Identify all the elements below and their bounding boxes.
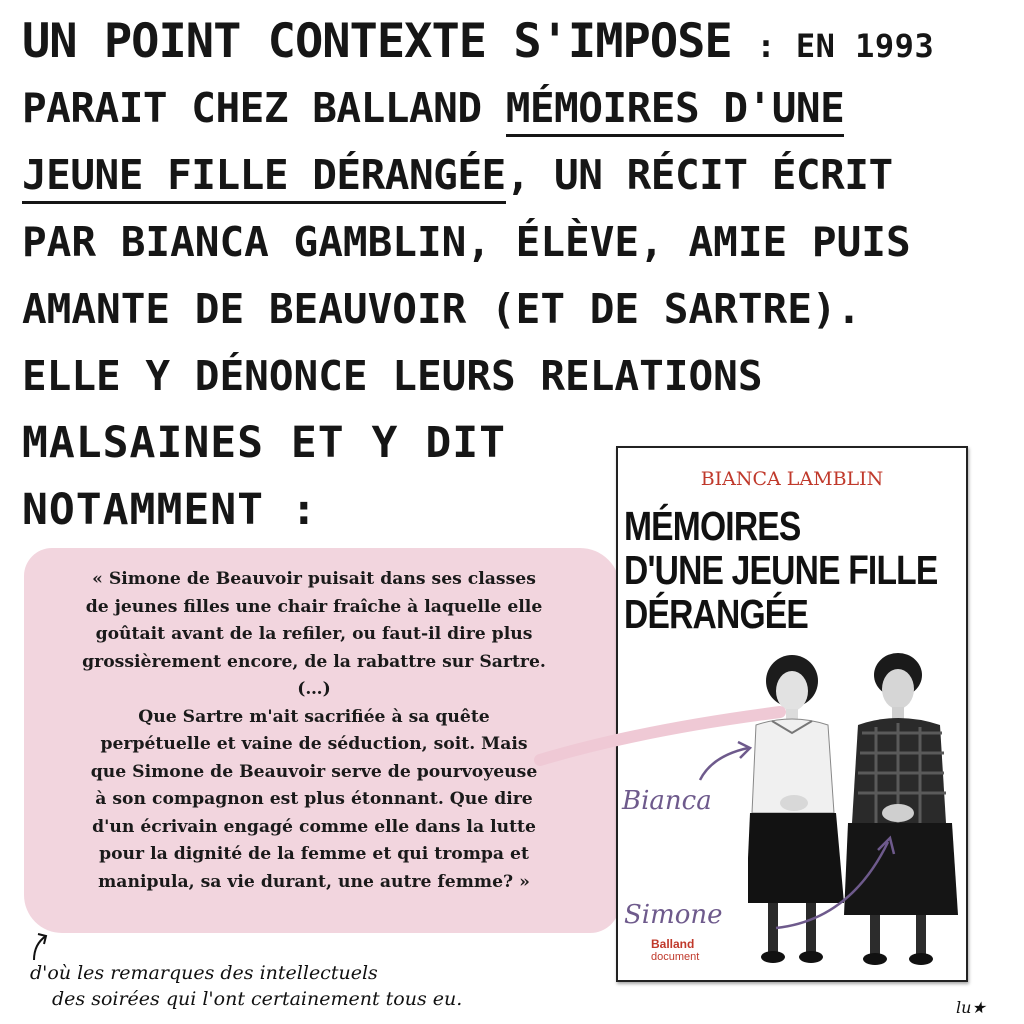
label-bianca: Bianca bbox=[622, 786, 712, 816]
handwritten-note bbox=[30, 960, 462, 1012]
bianca-face bbox=[776, 671, 808, 711]
book-title-underlined-2: JEUNE FILLE DÉRANGÉE bbox=[22, 151, 506, 204]
publisher-logo bbox=[651, 938, 699, 964]
simone-face bbox=[882, 669, 914, 709]
heading-line-5: AMANTE DE BEAUVOIR (ET DE SARTRE). bbox=[22, 285, 862, 333]
label-simone: Simone bbox=[624, 900, 723, 930]
heading-date: : EN 1993 bbox=[756, 27, 935, 65]
heading-line-4: PAR BIANCA GAMBLIN, ÉLÈVE, AMIE PUIS bbox=[22, 218, 911, 266]
heading-line-3 bbox=[22, 142, 1012, 209]
book-title-line: DÉRANGÉE bbox=[624, 591, 808, 637]
quote-line: pour la dignité de la femme et qui trompa et bbox=[99, 844, 529, 864]
quote-line: Que Sartre m'ait sacrifiée à sa quête bbox=[138, 706, 490, 727]
quote-line: goûtait avant de la refiler, ou faut-il dire plus bbox=[95, 624, 533, 644]
author-signature: lu★ bbox=[956, 998, 986, 1017]
book-title bbox=[624, 503, 938, 637]
heading-line-8: NOTAMMENT : bbox=[22, 485, 318, 535]
quote-line: « Simone de Beauvoir puisait dans ses classes bbox=[92, 569, 536, 589]
quote-ellipsis: (…) bbox=[297, 679, 331, 699]
note-line-1: d'où les remarques des intellectuels bbox=[30, 962, 378, 984]
publisher-sub: document bbox=[651, 951, 700, 963]
heading-emphasis: UN POINT CONTEXTE S'IMPOSE bbox=[22, 14, 732, 69]
publisher-name: Balland bbox=[651, 937, 695, 951]
quote-line: grossièrement encore, de la rabattre sur Sartre. bbox=[82, 651, 546, 672]
heading-publisher-text: PARAIT CHEZ BALLAND bbox=[22, 84, 482, 132]
heading-line-1 bbox=[22, 8, 1012, 75]
simone-skirt bbox=[844, 823, 958, 915]
quote-line: à son compagnon est plus étonnant. Que dire bbox=[95, 789, 533, 809]
quote-line: d'un écrivain engagé comme elle dans la lutte bbox=[92, 816, 536, 837]
note-arrow-icon bbox=[34, 936, 46, 960]
quote-line: de jeunes filles une chair fraîche à laquelle elle bbox=[85, 596, 543, 617]
heading-line-2 bbox=[22, 75, 1012, 142]
quote-block bbox=[36, 566, 592, 896]
cover-photo-two-women bbox=[748, 653, 960, 979]
book-author: BIANCA LAMBLIN bbox=[700, 468, 884, 490]
heading-line-7: MALSAINES ET Y DIT bbox=[22, 418, 506, 468]
quote-line: manipula, sa vie durant, une autre femme? » bbox=[98, 871, 530, 892]
book-title-underlined-1: MÉMOIRES D'UNE bbox=[506, 84, 845, 137]
book-title-line: D'UNE JEUNE FILLE bbox=[624, 547, 938, 593]
heading-line-6: ELLE Y DÉNONCE LEURS RELATIONS bbox=[22, 352, 763, 400]
note-line-2: des soirées qui l'ont certainement tous eu. bbox=[52, 988, 463, 1010]
heading-recit-text: , UN RÉCIT ÉCRIT bbox=[505, 151, 893, 199]
quote-line: perpétuelle et vaine de séduction, soit. Mais bbox=[100, 734, 528, 754]
bianca-skirt bbox=[748, 813, 844, 903]
book-title-line: MÉMOIRES bbox=[624, 503, 801, 549]
quote-line: que Simone de Beauvoir serve de pourvoyeuse bbox=[90, 761, 538, 782]
